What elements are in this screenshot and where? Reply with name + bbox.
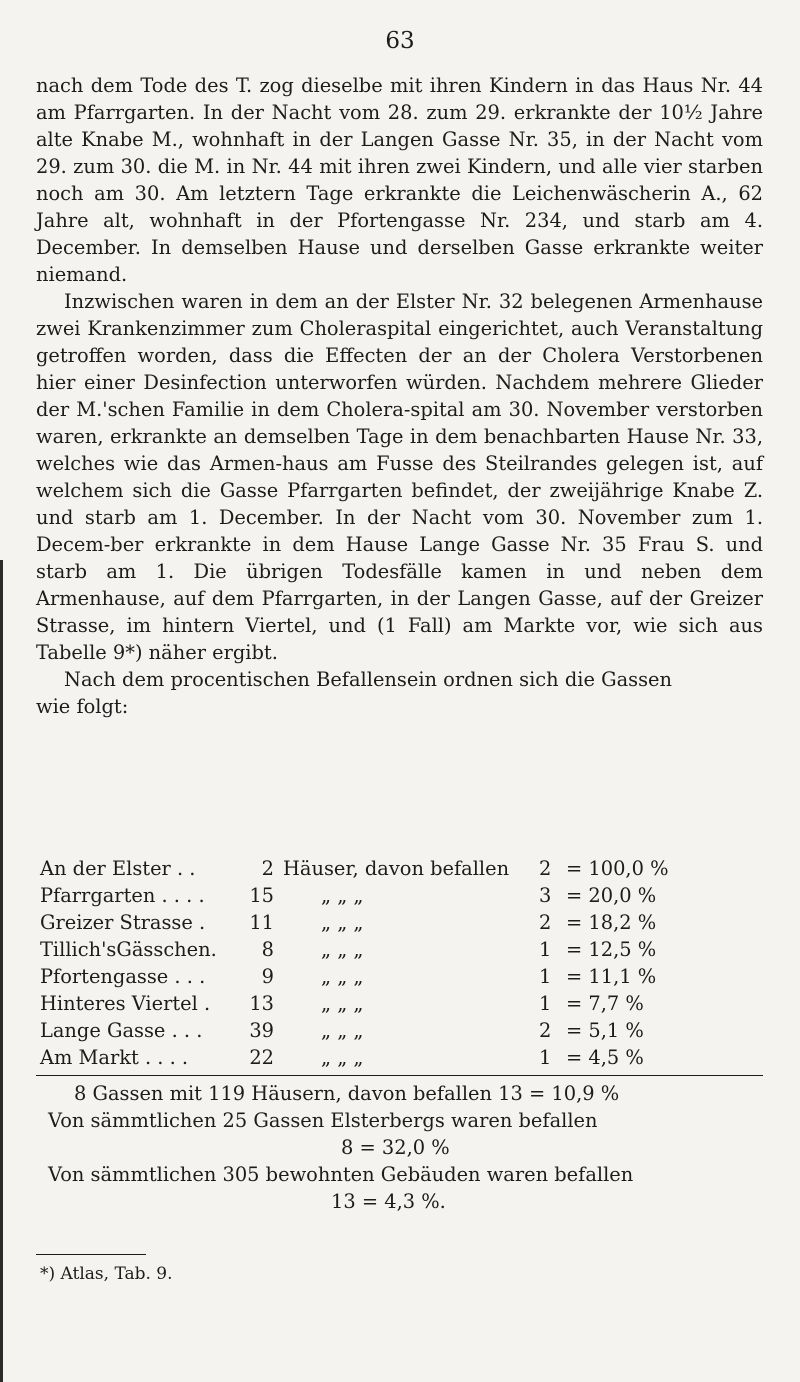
house-count: 13: [249, 992, 274, 1015]
page-number: 63: [385, 28, 415, 54]
paragraph-3: Nach dem procentischen Befallensein ordnen sich die Gassen: [64, 668, 672, 691]
table-row: [36, 1017, 763, 1044]
table-row: [36, 909, 763, 936]
street-name: Greizer Strasse .: [40, 911, 206, 934]
case-count: 1: [539, 965, 552, 988]
table-row: [36, 990, 763, 1017]
summary-block: [36, 1080, 763, 1215]
table-row: [36, 855, 763, 882]
case-count: 1: [539, 938, 552, 961]
street-statistics-table: [36, 855, 763, 1071]
table-total-rule: [36, 1075, 763, 1076]
gassen-result: 8 = 32,0 %: [341, 1136, 450, 1159]
ditto-marks: „ „ „: [321, 1019, 364, 1042]
ditto-marks: „ „ „: [321, 938, 364, 961]
ditto-marks: „ „ „: [321, 1046, 364, 1069]
street-name: Pfortengasse . . .: [40, 965, 206, 988]
case-count: 3: [539, 884, 552, 907]
ditto-marks: „ „ „: [321, 884, 364, 907]
row-label: Häuser, davon befallen: [283, 857, 510, 880]
table-row: [36, 1044, 763, 1071]
percentage: = 12,5 %: [566, 938, 657, 961]
street-name: Tillich'sGässchen.: [40, 938, 217, 961]
house-count: 11: [249, 911, 274, 934]
percentage: = 4,5 %: [566, 1046, 644, 1069]
table-row: [36, 882, 763, 909]
table-row: [36, 936, 763, 963]
page-edge-shadow: [0, 560, 3, 1382]
case-count: 2: [539, 911, 552, 934]
case-count: 1: [539, 992, 552, 1015]
paragraph-2: Inzwischen waren in dem an der Elster Nr. 32 belegenen Armenhause zwei Krankenzimmer zum Choleraspital eingerichtet, auch Veranstaltung getroffen worden, dass die Effecten der an der Cholera Verstorbenen hier einer Desinfection unterworfen würden. Nachdem mehrere Glieder der M.'schen Familie in dem Cholera-spital am 30. November verstorben waren, erkrankte an demselben Tage in dem benachbarten Hause Nr. 33, welches wie das Armen-haus am Fusse des Steilrandes gelegen ist, auf welchem sich die Gasse Pfarrgarten befindet, der zweijährige Knabe Z. und starb am 1. December. In der Nacht vom 30. November zum 1. Decem-ber erkrankte in dem Hause Lange Gasse Nr. 35 Frau S. und starb am 1. Die übrigen Todesfälle kamen in und neben dem Armenhause, auf dem Pfarrgarten, in der Langen Gasse, auf der Greizer Strasse, im hintern Viertel, und (1 Fall) am Markte vor, wie sich aus Tabelle 9*) näher ergibt.: [36, 290, 763, 664]
house-count: 9: [261, 965, 274, 988]
street-name: An der Elster . .: [40, 857, 196, 880]
house-count: 8: [261, 938, 274, 961]
ditto-marks: „ „ „: [321, 965, 364, 988]
house-count: 15: [249, 884, 274, 907]
footnote: *) Atlas, Tab. 9.: [40, 1264, 173, 1284]
percentage: = 20,0 %: [566, 884, 657, 907]
footnote-rule: [36, 1254, 146, 1255]
house-count: 22: [249, 1046, 274, 1069]
case-count: 2: [539, 857, 552, 880]
body-text: [36, 72, 763, 720]
street-name: Hinteres Viertel .: [40, 992, 211, 1015]
percentage: = 5,1 %: [566, 1019, 644, 1042]
ditto-marks: „ „ „: [321, 911, 364, 934]
street-name: Lange Gasse . . .: [40, 1019, 203, 1042]
table-row: [36, 963, 763, 990]
buildings-result: 13 = 4,3 %.: [331, 1190, 446, 1213]
case-count: 1: [539, 1046, 552, 1069]
buildings-line: Von sämmtlichen 305 bewohnten Gebäuden waren befallen: [48, 1163, 634, 1186]
percentage: = 11,1 %: [566, 965, 657, 988]
case-count: 2: [539, 1019, 552, 1042]
house-count: 2: [261, 857, 274, 880]
percentage: = 7,7 %: [566, 992, 644, 1015]
paragraph-1: nach dem Tode des T. zog dieselbe mit ihren Kindern in das Haus Nr. 44 am Pfarrgarten. In der Nacht vom 28. zum 29. erkrankte der 10½ Jahre alte Knabe M., wohnhaft in der Langen Gasse Nr. 35, in der Nacht vom 29. zum 30. die M. in Nr. 44 mit ihren zwei Kindern, und alle vier starben noch am 30. Am letztern Tage erkrankte die Leichenwäscherin A., 62 Jahre alt, wohnhaft in der Pfortengasse Nr. 234, und starb am 4. December. In demselben Hause und derselben Gasse erkrankte weiter niemand.: [36, 74, 763, 286]
street-name: Pfarrgarten . . . .: [40, 884, 205, 907]
total-line: 8 Gassen mit 119 Häusern, davon befallen 13 = 10,9 %: [74, 1082, 620, 1105]
street-name: Am Markt . . . .: [40, 1046, 189, 1069]
gassen-line: Von sämmtlichen 25 Gassen Elsterbergs waren befallen: [48, 1109, 598, 1132]
house-count: 39: [249, 1019, 274, 1042]
percentage: = 100,0 %: [566, 857, 669, 880]
ditto-marks: „ „ „: [321, 992, 364, 1015]
paragraph-3-continuation: wie folgt:: [36, 695, 129, 718]
percentage: = 18,2 %: [566, 911, 657, 934]
